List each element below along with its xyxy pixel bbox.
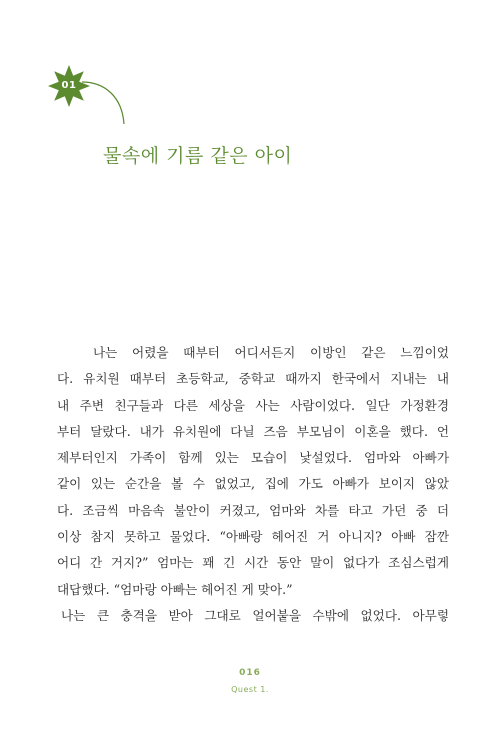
body-line: 다. 유치원 때부터 초등학교, 중학교 때까지 한국에서 지내는 내 bbox=[57, 371, 449, 387]
body-line: 대답했다. “엄마랑 아빠는 헤어진 게 맞아.” bbox=[57, 581, 293, 597]
body-text bbox=[57, 340, 449, 629]
decorative-arc bbox=[80, 78, 130, 128]
chapter-number: 01 bbox=[61, 80, 77, 91]
body-line: 나는 어렸을 때부터 어디서든지 이방인 같은 느낌이었 bbox=[93, 345, 449, 360]
body-line: 이상 참지 못하고 물었다. “아빠랑 헤어진 거 아니지? 아빠 잠깐 bbox=[57, 529, 449, 545]
running-footer: Quest 1. bbox=[231, 685, 269, 694]
body-line: 내 주변 친구들과 다른 세상을 사는 사람이었다. 일단 가정환경 bbox=[57, 397, 449, 413]
body-line: 부터 달랐다. 내가 유치원에 다닐 즈음 부모님이 이혼을 했다. 언 bbox=[57, 423, 449, 439]
chapter-title: 물속에 기름 같은 아이 bbox=[103, 145, 293, 167]
body-line: 나는 큰 충격을 받아 그대로 얼어붙을 수밖에 없었다. 아무렇 bbox=[61, 607, 449, 623]
body-line: 다. 조금씩 마음속 불안이 커졌고, 엄마와 차를 타고 가던 중 더 bbox=[57, 502, 449, 518]
page-number: 016 bbox=[239, 668, 261, 678]
body-line: 어디 간 거지?” 엄마는 꽤 긴 시간 동안 말이 없다가 조심스럽게 bbox=[57, 555, 449, 571]
body-line: 같이 있는 순간을 볼 수 없었고, 집에 가도 아빠가 보이지 않았 bbox=[57, 476, 449, 492]
body-line: 제부터인지 가족이 함께 있는 모습이 낯설었다. 엄마와 아빠가 bbox=[57, 450, 449, 466]
